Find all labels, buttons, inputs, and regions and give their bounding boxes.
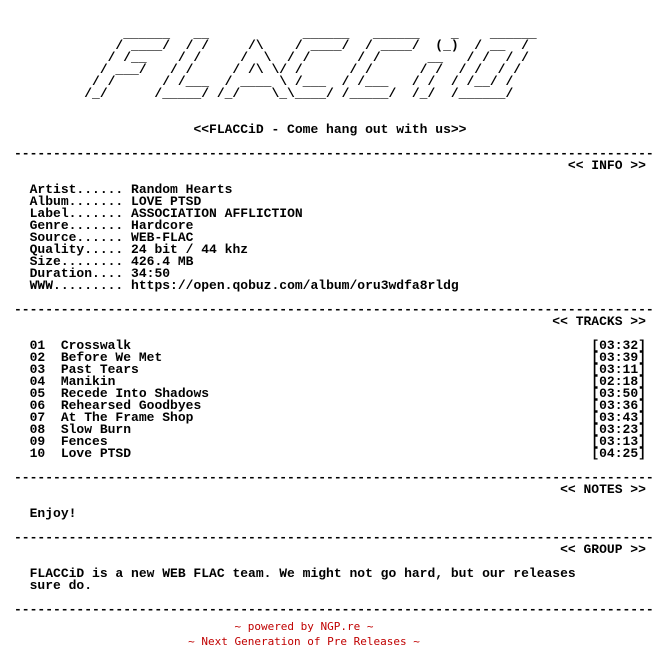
info-label: Genre.......	[29, 218, 124, 233]
logo-art-line: / /__ / / / \ / / / / __ / / / /	[14, 50, 537, 65]
track-number: 08	[29, 422, 46, 437]
info-value: WEB-FLAC	[131, 230, 194, 245]
track-duration: [03:36]	[591, 398, 646, 413]
logo-art-line: / ____/ / / /\ / ____/ / ____/ (_) / __ /	[14, 38, 537, 53]
info-label: Artist......	[29, 182, 124, 197]
info-value: LOVE PTSD	[131, 194, 202, 209]
track-number: 06	[29, 398, 46, 413]
track-duration: [02:18]	[591, 374, 646, 389]
section-header-notes-text: << NOTES >>	[560, 482, 646, 497]
track-number: 07	[29, 410, 46, 425]
track-number: 05	[29, 386, 46, 401]
powered-by-text[interactable]: ~ powered by NGP.re ~	[234, 620, 374, 633]
info-value[interactable]: https://open.qobuz.com/album/oru3wdfa8rldg	[131, 278, 459, 293]
track-title: Recede Into Shadows	[60, 386, 210, 401]
divider: ----------------------------------------------------------------------------------	[14, 302, 654, 317]
track-number: 10	[29, 446, 46, 461]
track-duration: [04:25]	[591, 446, 646, 461]
info-label: Duration....	[29, 266, 124, 281]
section-header-group	[14, 542, 646, 557]
powered-by-link[interactable]	[0, 620, 608, 633]
blank-line	[14, 100, 600, 112]
track-title: Fences	[60, 434, 108, 449]
info-row	[14, 280, 600, 292]
track-number: 09	[29, 434, 46, 449]
section-header-tracks-text: << TRACKS >>	[552, 314, 646, 329]
info-label: WWW.........	[29, 278, 124, 293]
info-label: Source......	[29, 230, 124, 245]
info-label: Label.......	[29, 206, 124, 221]
logo-art-line: /_/ /_____/ /_/ \_\____/ /_____/ /_/ /______/	[14, 86, 522, 101]
group-text-line	[14, 568, 600, 580]
track-duration: [03:39]	[591, 350, 646, 365]
info-value: 24 bit / 44 khz	[131, 242, 249, 257]
group-body: sure do.	[29, 578, 93, 593]
section-header-info-text: << INFO >>	[567, 158, 646, 173]
track-title: At The Frame Shop	[60, 410, 194, 425]
info-value: ASSOCIATION AFFLICTION	[131, 206, 303, 221]
next-generation-text: ~ Next Generation of Pre Releases ~	[188, 635, 420, 648]
logo-art-line: / ___/ / / / /\ \/ / / / / / / / / /	[14, 62, 529, 77]
track-number: 03	[29, 362, 46, 377]
info-value: 426.4 MB	[131, 254, 194, 269]
track-title: Crosswalk	[60, 338, 132, 353]
track-title: Before We Met	[60, 350, 163, 365]
section-header-tracks	[14, 314, 646, 329]
info-value: 34:50	[131, 266, 171, 281]
info-label: Quality.....	[29, 242, 124, 257]
blank-line	[14, 496, 600, 508]
track-row	[14, 446, 646, 461]
track-title: Rehearsed Goodbyes	[60, 398, 202, 413]
divider: ----------------------------------------------------------------------------------	[14, 530, 654, 545]
track-duration: [03:50]	[591, 386, 646, 401]
divider: ----------------------------------------------------------------------------------	[14, 470, 654, 485]
track-duration: [03:23]	[591, 422, 646, 437]
track-number: 04	[29, 374, 46, 389]
logo-art-line: / / / /___ / ____ \ /___ / /___ / / / /__/ /	[14, 74, 522, 89]
group-text-line	[14, 580, 600, 592]
info-label: Size........	[29, 254, 124, 269]
section-header-notes	[14, 482, 646, 497]
track-title: Past Tears	[60, 362, 139, 377]
track-duration: [03:32]	[591, 338, 646, 353]
tagline	[14, 124, 600, 136]
info-label: Album.......	[29, 194, 124, 209]
section-header-group-text: << GROUP >>	[560, 542, 646, 557]
info-value: Random Hearts	[131, 182, 233, 197]
notes-body: Enjoy!	[29, 506, 77, 521]
info-value: Hardcore	[131, 218, 194, 233]
divider: ----------------------------------------------------------------------------------	[14, 146, 654, 161]
section-header-info	[14, 158, 646, 173]
track-title: Slow Burn	[60, 422, 132, 437]
track-duration: [03:13]	[591, 434, 646, 449]
next-generation-tagline	[0, 635, 608, 648]
track-duration: [03:43]	[591, 410, 646, 425]
notes-text	[14, 508, 600, 520]
group-body: FLACCiD is a new WEB FLAC team. We might not go hard, but our releases	[29, 566, 576, 581]
divider: ----------------------------------------------------------------------------------	[14, 602, 654, 617]
nfo-document	[14, 26, 654, 617]
logo-art-line: ______ __ ______ ______ _ ______	[14, 26, 545, 41]
track-number: 01	[29, 338, 46, 353]
track-duration: [03:11]	[591, 362, 646, 377]
track-number: 02	[29, 350, 46, 365]
track-title: Love PTSD	[60, 446, 132, 461]
tagline-text: <<FLACCiD - Come hang out with us>>	[193, 122, 467, 137]
track-title: Manikin	[60, 374, 116, 389]
